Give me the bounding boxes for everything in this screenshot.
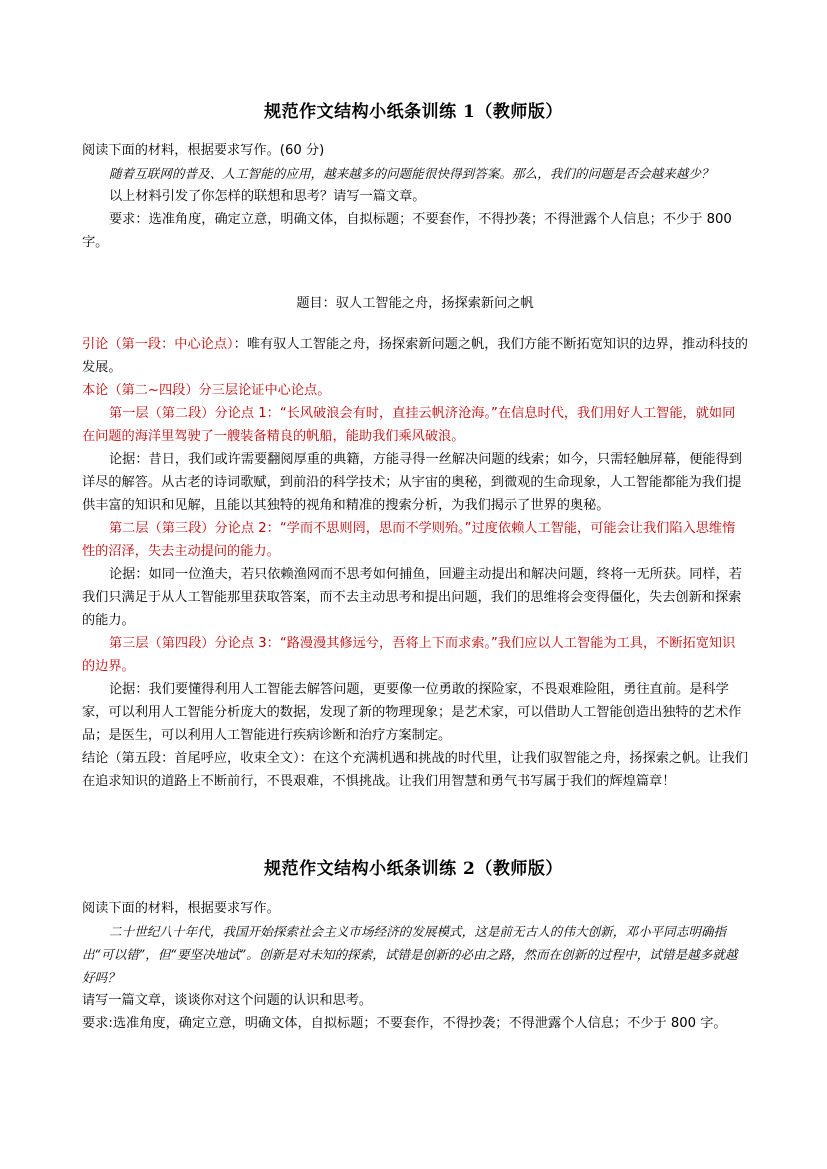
layer2-argument: 论据：如同一位渔夫，若只依赖渔网而不思考如何捕鱼，回避主动提出和解决问题，终将一无所获。同样，若我们只满足于从人工智能那里获取答案，而不去主动思考和提出问题，我们的思维将会变得僵化，失去创新和探索的能力。 (82, 567, 742, 628)
layer3-argument: 论据：我们要懂得利用人工智能去解答问题，更要像一位勇敢的探险家，不畏艰难险阻，勇往直前。是科学家，可以利用人工智能分析庞大的数据，发现了新的物理现象；是艺术家，可以借助人工智能创造出独特的艺术作品；是医生，可以利用人工智能进行疾病诊断和治疗方案制定。 (82, 682, 742, 743)
doc1-prompt-intro: 阅读下面的材料，根据要求写作。(60 分) (82, 143, 325, 158)
doc1-requirements: 要求：选准角度，确定立意，明确文体，自拟标题；不要套作，不得抄袭；不得泄露个人信息；不少于 800 字。 (82, 212, 732, 250)
intro-paragraph (82, 333, 748, 379)
doc1-outline (82, 333, 748, 793)
doc1-essay-title: 题目：驭人工智能之舟，扬探索新问之帆 (296, 296, 534, 311)
layer1-point: 第一层（第二段）分论点 1：“长风破浪会有时，直挂云帆济沧海。”在信息时代，我们用好人工智能，就如同在问题的海洋里驾驶了一艘装备精良的帆船，能助我们乘风破浪。 (82, 406, 736, 444)
layer1-argument: 论据：昔日，我们或许需要翻阅厚重的典籍，方能寻得一丝解决问题的线索；如今，只需轻触屏幕，便能得到详尽的解答。从古老的诗词歌赋，到前沿的科学技术；从宇宙的奥秘，到微观的生命现象，人工智能都能为我们提供丰富的知识和见解，且能以其独特的视角和精准的搜索分析，为我们揭示了世界的奥秘。 (82, 452, 742, 513)
doc2-prompt (82, 897, 748, 1035)
doc2-question: 请写一篇文章，谈谈你对这个问题的认识和思考。 (82, 993, 373, 1008)
layer3-point: 第三层（第四段）分论点 3：“路漫漫其修远兮，吾将上下而求索。”我们应以人工智能为工具，不断拓宽知识的边界。 (82, 636, 736, 674)
doc1-question: 以上材料引发了你怎样的联想和思考？请写一篇文章。 (109, 189, 426, 204)
doc1-title: 规范作文结构小纸条训练 1（教师版） (264, 102, 563, 122)
doc1-material: 随着互联网的普及、人工智能的应用，越来越多的问题能很快得到答案。那么，我们的问题是否会越来越少？ (109, 166, 714, 181)
layer2-point: 第二层（第三段）分论点 2：“学而不思则罔，思而不学则殆。”过度依赖人工智能，可能会让我们陷入思维惰性的沼泽，失去主动提问的能力。 (82, 521, 736, 559)
body-label: 本论（第二~四段）分三层论证中心论点。 (82, 383, 331, 398)
doc2-requirements: 要求:选准角度，确定立意，明确文体，自拟标题；不要套作，不得抄袭；不得泄露个人信息；不少于 800 字。 (82, 1016, 727, 1031)
doc2-prompt-intro: 阅读下面的材料，根据要求写作。 (82, 901, 280, 916)
doc1-prompt (82, 139, 748, 254)
intro-text: ：唯有驭人工智能之舟，扬探索新问题之帆，我们方能不断拓宽知识的边界，推动科技的发展。 (82, 337, 748, 375)
doc2-title: 规范作文结构小纸条训练 2（教师版） (264, 859, 563, 879)
conclusion-paragraph: 结论（第五段：首尾呼应，收束全文）：在这个充满机遇和挑战的时代里，让我们驭智能之舟，扬探索之帆。让我们在追求知识的道路上不断前行，不畏艰难，不惧挑战。让我们用智慧和勇气书写属于我们的辉煌篇章！ (82, 751, 748, 789)
intro-label: 引论（第一段：中心论点） (82, 337, 234, 352)
doc2-material: 二十世纪八十年代，我国开始探索社会主义市场经济的发展模式，这是前无古人的伟大创新，邓小平同志明确指出“可以错”，但“要坚决地试”。创新是对未知的探索，试错是创新的必由之路，然而在创新的过程中，试错是越多就越好吗？ (82, 924, 738, 985)
